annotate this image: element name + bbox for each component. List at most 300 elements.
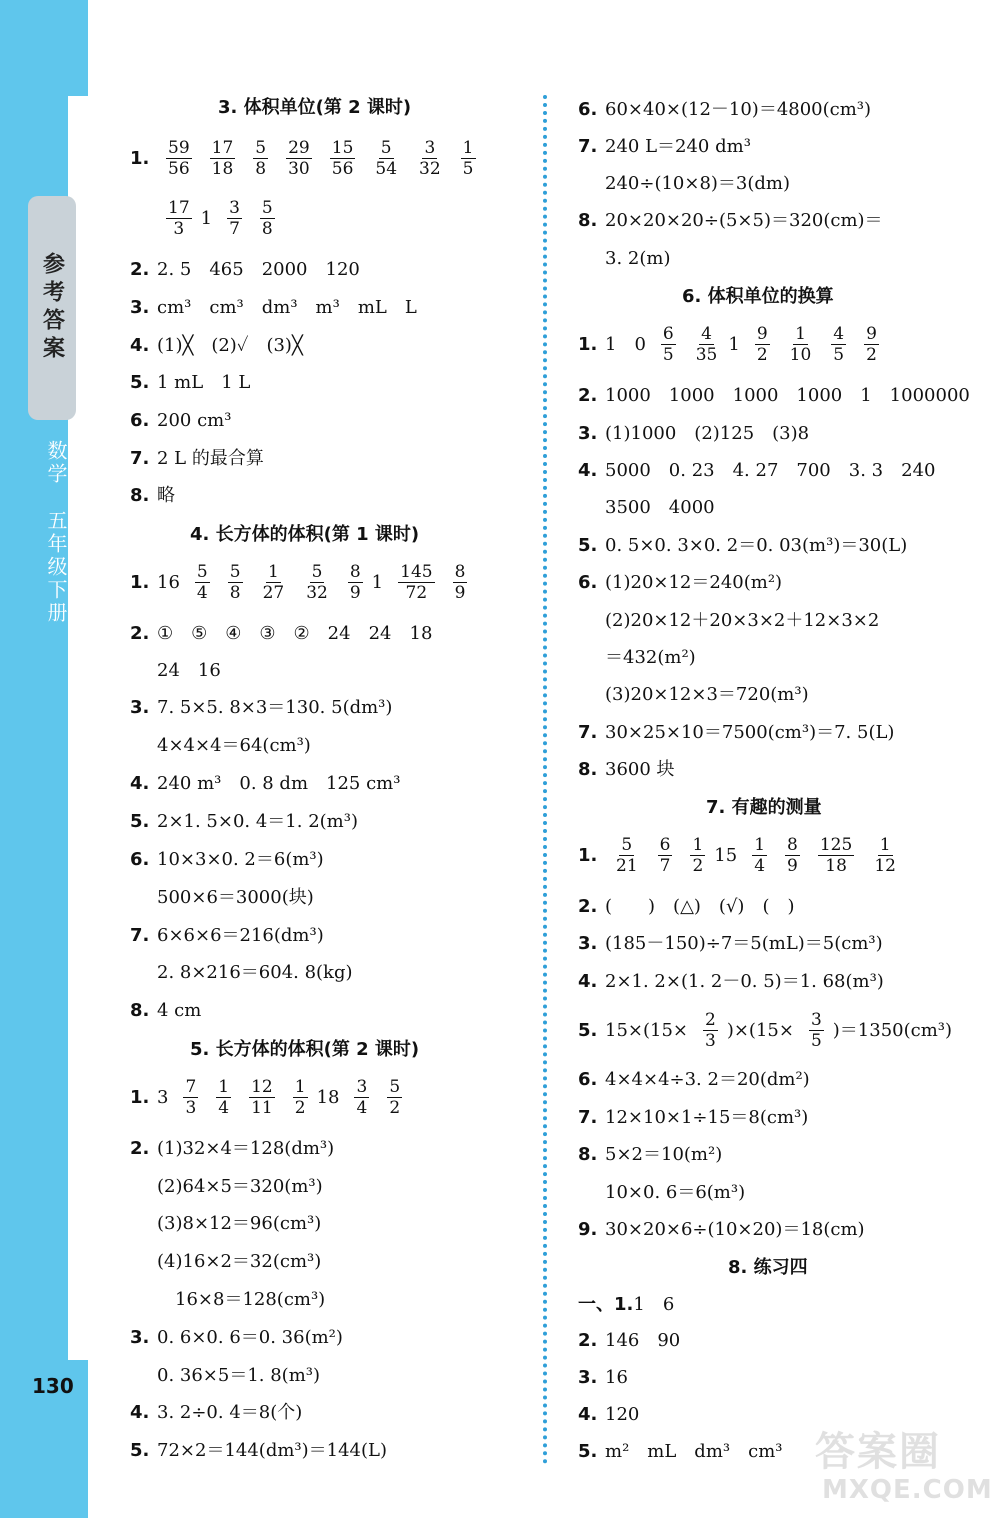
section-title: 6. 体积单位的换算 [682, 286, 834, 307]
answer-number: 7. [130, 448, 150, 469]
fraction-numerator: 145 [400, 562, 433, 582]
answer-text: 2 L 的最合算 [157, 448, 264, 469]
answer-line [578, 835, 907, 876]
answer-text: (4)16×2＝32(cm³) [157, 1251, 322, 1272]
fraction-denominator: 10 [789, 345, 812, 365]
answer-text: 24 16 [157, 660, 221, 681]
fraction-denominator: 18 [825, 856, 847, 876]
fraction-denominator: 32 [306, 583, 328, 603]
page-number: 130 [32, 1374, 74, 1398]
answer-text: 12×10×1÷15＝8(cm³) [605, 1107, 809, 1128]
answer-text: 0. 36×5＝1. 8(m³) [157, 1365, 321, 1386]
fraction [166, 198, 192, 239]
answer-text: ＝432(m²) [605, 647, 696, 668]
answer-number: 6. [130, 849, 150, 870]
fraction-numerator: 8 [349, 562, 361, 582]
answer-line [130, 811, 364, 833]
fraction-numerator: 1 [294, 1077, 306, 1097]
answer-line [130, 1176, 329, 1198]
answer-number: 5. [578, 1441, 598, 1462]
answer-number: 6. [578, 1069, 598, 1090]
answer-text: 6×6×6＝216(dm³) [157, 925, 324, 946]
fraction-denominator: 8 [261, 219, 273, 239]
answer-number: 7. [578, 722, 598, 743]
answer-line [130, 660, 227, 682]
fraction [417, 138, 443, 179]
fraction-denominator: 2 [866, 345, 877, 365]
fraction [658, 835, 673, 876]
fraction [690, 835, 705, 876]
fraction-numerator: 17 [211, 138, 234, 158]
fraction-denominator: 4 [218, 1098, 230, 1118]
answer-line [130, 198, 284, 239]
answer-text: 120 [605, 1404, 640, 1425]
answer-text: (3)8×12＝96(cm³) [157, 1213, 322, 1234]
fraction [752, 835, 767, 876]
answer-line [578, 933, 889, 955]
answer-number: 8. [578, 210, 598, 231]
answer-line [130, 448, 270, 470]
answer-text: 1 mL 1 L [157, 372, 251, 393]
section-title: 8. 练习四 [728, 1257, 808, 1278]
answer-text: ( ) (△) (√) ( ) [605, 896, 795, 917]
fraction [227, 198, 242, 239]
answer-text: 0. 6×0. 6＝0. 36(m²) [157, 1327, 343, 1348]
answer-text: 240 m³ 0. 8 dm 125 cm³ [157, 773, 401, 794]
answer-line [578, 896, 801, 918]
answer-line [130, 1289, 331, 1311]
fraction [864, 324, 879, 365]
answer-text: 3500 4000 [605, 497, 715, 518]
fraction-numerator: 5 [621, 835, 633, 855]
answer-number: 2. [130, 1138, 150, 1159]
fraction-numerator: 2 [705, 1010, 716, 1030]
fraction [755, 324, 770, 365]
fraction-numerator: 3 [810, 1010, 822, 1030]
answer-text: (185－150)÷7＝5(mL)＝5(cm³) [605, 933, 883, 954]
fraction-denominator: 2 [692, 856, 704, 876]
fraction-denominator: 9 [454, 583, 466, 603]
answer-text: 4×4×4＝64(cm³) [157, 735, 311, 756]
fraction-numerator: 59 [168, 138, 190, 158]
answer-text: 16 [157, 571, 180, 593]
answer-text: 1 6 [633, 1294, 675, 1315]
answer-text: 3. 2÷0. 4＝8(个) [157, 1402, 303, 1423]
answer-number: 5. [578, 1019, 598, 1041]
answer-text: )＝1350(cm³) [832, 1019, 953, 1041]
answer-line [130, 697, 398, 719]
answer-number: 7. [578, 136, 598, 157]
answer-number: 4. [130, 335, 150, 356]
fraction-numerator: 6 [662, 324, 674, 344]
answer-number: 2. [130, 623, 150, 644]
fraction-denominator: 56 [168, 159, 190, 179]
answer-line [130, 1365, 326, 1387]
answer-line [578, 722, 900, 744]
fraction [293, 1077, 308, 1118]
answer-line [578, 99, 877, 121]
answer-number: 7. [130, 925, 150, 946]
answer-text: m² mL dm³ cm³ [605, 1441, 783, 1462]
answer-text: 18 [316, 1086, 340, 1108]
answer-line [578, 1107, 814, 1129]
fraction [831, 324, 846, 365]
answer-line [130, 1402, 308, 1424]
answer-line [578, 1441, 788, 1463]
answer-line [130, 410, 237, 432]
answer-text: 5×2＝10(m²) [605, 1144, 723, 1165]
answer-text: (2)20×12＋20×3×2＋12×3×2 [605, 610, 880, 631]
answer-number: 2. [578, 1330, 598, 1351]
fraction [228, 562, 243, 603]
answer-number: 3. [130, 297, 150, 318]
fraction-numerator: 4 [701, 324, 712, 344]
fraction [183, 1077, 198, 1118]
answer-text: 3600 块 [605, 759, 675, 780]
fraction [387, 1077, 402, 1118]
answer-text: 3 [157, 1086, 169, 1108]
fraction [216, 1077, 231, 1118]
answer-text: 10×3×0. 2＝6(m³) [157, 849, 324, 870]
answer-text: 146 90 [605, 1330, 681, 1351]
answer-number: 4. [578, 460, 598, 481]
fraction-numerator: 1 [218, 1077, 230, 1097]
answer-line [578, 385, 976, 407]
answer-text: 16×8＝128(cm³) [157, 1289, 326, 1310]
fraction [210, 138, 236, 179]
fraction [286, 138, 312, 179]
answer-text: 1 [728, 333, 740, 355]
fraction [195, 562, 210, 603]
fraction-numerator: 5 [261, 198, 273, 218]
answer-line [130, 773, 406, 795]
answer-line [130, 962, 359, 984]
fraction-numerator: 5 [389, 1077, 401, 1097]
answer-line [130, 849, 330, 871]
fraction [330, 138, 356, 179]
answer-text: 20×20×20÷(5×5)＝320(cm)＝ [605, 210, 883, 231]
section-title: 7. 有趣的测量 [706, 797, 822, 818]
answer-line [130, 485, 181, 507]
answer-line [578, 173, 796, 195]
answer-line [130, 887, 320, 909]
answer-text: 16 [605, 1367, 628, 1388]
fraction-numerator: 6 [659, 835, 671, 855]
fraction [453, 562, 468, 603]
answer-line [130, 1077, 411, 1118]
answer-line [578, 324, 888, 365]
answer-number: 3. [578, 1367, 598, 1388]
answer-text: 200 cm³ [157, 410, 232, 431]
answer-number: 4. [130, 773, 150, 794]
fraction-numerator: 8 [454, 562, 466, 582]
answer-number: 3. [130, 697, 150, 718]
fraction-numerator: 5 [196, 562, 208, 582]
fraction-denominator: 5 [462, 159, 474, 179]
answer-line [578, 497, 721, 519]
answer-number: 2. [578, 385, 598, 406]
fraction-numerator: 125 [819, 835, 853, 855]
answer-line [578, 210, 889, 232]
fraction-numerator: 3 [229, 198, 240, 218]
answer-text: (1)32×4＝128(dm³) [157, 1138, 335, 1159]
fraction-numerator: 5 [229, 562, 241, 582]
answer-text: 10×0. 6＝6(m³) [605, 1182, 746, 1203]
answer-line [578, 1144, 728, 1166]
watermark-url: MXQE.COM [822, 1475, 993, 1505]
fraction-numerator: 1 [692, 835, 704, 855]
answer-line [578, 647, 702, 669]
answer-line [578, 423, 815, 445]
fraction-denominator: 7 [659, 856, 671, 876]
section-title: 5. 长方体的体积(第 2 课时) [190, 1039, 420, 1060]
answer-line [130, 925, 330, 947]
fraction [249, 1077, 275, 1118]
answer-number: 4. [578, 1404, 598, 1425]
fraction-denominator: 4 [356, 1098, 368, 1118]
fraction-denominator: 5 [810, 1031, 822, 1051]
answer-text: (2)64×5＝320(m³) [157, 1176, 323, 1197]
answer-number: 9. [578, 1219, 598, 1240]
answer-line [130, 297, 423, 319]
answer-line [578, 136, 757, 158]
answer-text: 72×2＝144(dm³)＝144(L) [157, 1440, 388, 1461]
fraction-denominator: 2 [294, 1098, 306, 1118]
answer-line [130, 562, 476, 603]
answer-text: )×(15× [726, 1019, 794, 1041]
fraction-denominator: 3 [173, 219, 185, 239]
answer-number: 5. [578, 535, 598, 556]
answer-number: 5. [130, 811, 150, 832]
fraction [261, 562, 287, 603]
fraction-denominator: 9 [349, 583, 361, 603]
answer-line [130, 372, 256, 394]
fraction-numerator: 12 [251, 1077, 273, 1097]
fraction [614, 835, 640, 876]
answer-number: 2. [578, 896, 598, 917]
watermark-logo: 答案圈 [815, 1429, 941, 1475]
fraction-numerator: 5 [311, 562, 323, 582]
answer-number: 7. [578, 1107, 598, 1128]
section-title: 3. 体积单位(第 2 课时) [218, 97, 412, 118]
answer-number: 4. [578, 971, 598, 992]
fraction-numerator: 4 [833, 324, 845, 344]
answer-line [578, 572, 788, 594]
sidebar [0, 0, 88, 1518]
answer-line [130, 335, 309, 357]
fraction-denominator: 3 [705, 1031, 716, 1051]
answer-text: 15×(15× [605, 1019, 688, 1041]
answer-text: 1000 1000 1000 1000 1 1000000 [605, 385, 970, 406]
fraction-denominator: 8 [229, 583, 241, 603]
answer-line [578, 460, 941, 482]
answer-text: ① ⑤ ④ ③ ② 24 24 18 [157, 623, 433, 644]
answer-number: 6. [578, 572, 598, 593]
answer-text: 15 [714, 844, 738, 866]
answer-text: 1 [371, 571, 384, 593]
fraction-denominator: 32 [419, 159, 441, 179]
fraction-denominator: 2 [756, 345, 768, 365]
fraction [348, 562, 363, 603]
answer-line [578, 1367, 634, 1389]
answer-text: 240 L＝240 dm³ [605, 136, 751, 157]
fraction-denominator: 30 [288, 159, 310, 179]
answer-line [130, 1440, 393, 1462]
answer-number: 5. [130, 1440, 150, 1461]
fraction-denominator: 12 [874, 856, 896, 876]
fraction [818, 835, 854, 876]
answer-text: 5000 0. 23 4. 27 700 3. 3 240 [605, 460, 936, 481]
answer-text: 4 cm [157, 1000, 202, 1021]
answer-text: 7. 5×5. 8×3＝130. 5(dm³) [157, 697, 393, 718]
answer-line [578, 535, 913, 557]
answer-line [578, 684, 815, 706]
answer-text: 2. 8×216＝604. 8(kg) [157, 962, 353, 983]
answer-line [578, 1219, 871, 1241]
answer-text: 2×1. 2×(1. 2－0. 5)＝1. 68(m³) [605, 971, 884, 992]
column-divider [543, 95, 547, 1465]
fraction-denominator: 27 [262, 583, 285, 603]
answer-text: 240÷(10×8)＝3(dm) [605, 173, 791, 194]
fraction-denominator: 4 [196, 583, 208, 603]
answer-text: 500×6＝3000(块) [157, 887, 314, 908]
fraction [253, 138, 268, 179]
answer-number: 一、1. [578, 1294, 634, 1315]
answer-number: 8. [578, 759, 598, 780]
answer-line [578, 971, 890, 993]
answer-line [578, 1182, 751, 1204]
answer-line [130, 1327, 349, 1349]
answer-text: 30×25×10＝7500(cm³)＝7. 5(L) [605, 722, 895, 743]
fraction [788, 324, 814, 365]
answer-text: (1)╳ (2)✓ (3)╳ [157, 335, 303, 356]
fraction [260, 198, 275, 239]
fraction-numerator: 17 [168, 198, 190, 218]
answer-number: 8. [130, 1000, 150, 1021]
answer-number: 1. [578, 333, 598, 355]
answer-line [130, 1000, 207, 1022]
fraction-numerator: 15 [331, 138, 354, 158]
answer-line [130, 259, 366, 281]
answer-number: 5. [130, 372, 150, 393]
fraction-numerator: 9 [866, 324, 877, 344]
answer-number: 2. [130, 259, 150, 280]
answer-line [578, 1010, 958, 1051]
fraction-denominator: 11 [251, 1098, 273, 1118]
answer-line [130, 735, 317, 757]
answer-line [130, 138, 485, 179]
fraction [872, 835, 898, 876]
answer-number: 4. [130, 1402, 150, 1423]
fraction-denominator: 56 [331, 159, 354, 179]
sidebar-grade: 五年级下册 [44, 510, 68, 625]
fraction-denominator: 35 [695, 345, 718, 365]
fraction [694, 324, 720, 365]
fraction-denominator: 18 [211, 159, 234, 179]
sidebar-label [28, 196, 76, 420]
answer-number: 8. [578, 1144, 598, 1165]
answer-number: 3. [578, 933, 598, 954]
fraction-denominator: 54 [375, 159, 398, 179]
answer-text: 4×4×4÷3. 2＝20(dm²) [605, 1069, 810, 1090]
fraction [354, 1077, 369, 1118]
fraction-denominator: 9 [787, 856, 798, 876]
answer-number: 6. [130, 410, 150, 431]
answer-line [130, 1213, 327, 1235]
answer-line [578, 1294, 680, 1316]
fraction-denominator: 5 [833, 345, 845, 365]
fraction-numerator: 5 [380, 138, 392, 158]
fraction-denominator: 72 [405, 583, 428, 603]
answer-line [578, 1330, 686, 1352]
answer-text: 0. 5×0. 3×0. 2＝0. 03(m³)＝30(L) [605, 535, 908, 556]
fraction [398, 562, 434, 603]
fraction-denominator: 4 [754, 856, 766, 876]
answer-text: 30×20×6÷(10×20)＝18(cm) [605, 1219, 865, 1240]
answer-text: (1)1000 (2)125 (3)8 [605, 423, 810, 444]
answer-text: (1)20×12＝240(m²) [605, 572, 783, 593]
answer-number: 1. [578, 844, 598, 866]
fraction-numerator: 8 [787, 835, 798, 855]
fraction-denominator: 2 [389, 1098, 401, 1118]
fraction-numerator: 3 [424, 138, 436, 158]
fraction [461, 138, 476, 179]
fraction-numerator: 1 [267, 562, 279, 582]
fraction-numerator: 5 [255, 138, 267, 158]
fraction [373, 138, 399, 179]
answer-text: 2. 5 465 2000 120 [157, 259, 360, 280]
fraction [661, 324, 676, 365]
answer-text: 略 [157, 485, 175, 506]
fraction-numerator: 7 [185, 1077, 197, 1097]
answer-text: 1 0 [605, 333, 646, 355]
fraction [703, 1010, 718, 1051]
fraction-denominator: 8 [255, 159, 267, 179]
answer-line [578, 759, 681, 781]
answer-text: 60×40×(12－10)＝4800(cm³) [605, 99, 872, 120]
fraction [304, 562, 330, 603]
answer-number: 1. [130, 147, 150, 169]
answer-line [578, 1069, 816, 1091]
answer-line [578, 1404, 645, 1426]
answer-line [130, 1251, 327, 1273]
answer-number: 8. [130, 485, 150, 506]
answer-text: 1 [200, 207, 213, 229]
answer-number: 6. [578, 99, 598, 120]
fraction-denominator: 5 [662, 345, 674, 365]
fraction [809, 1010, 824, 1051]
answer-line [130, 1138, 340, 1160]
answer-text: cm³ cm³ dm³ m³ mL L [157, 297, 417, 318]
answer-line [130, 623, 438, 645]
answer-number: 3. [578, 423, 598, 444]
answer-text: 2×1. 5×0. 4＝1. 2(m³) [157, 811, 358, 832]
section-title: 4. 长方体的体积(第 1 课时) [190, 524, 420, 545]
sidebar-subject: 数学 [44, 440, 68, 486]
answer-number: 3. [130, 1327, 150, 1348]
answer-line [578, 610, 885, 632]
fraction-numerator: 1 [879, 835, 891, 855]
fraction-numerator: 29 [288, 138, 310, 158]
fraction-numerator: 1 [462, 138, 474, 158]
fraction [785, 835, 800, 876]
answer-text: 3. 2(m) [605, 248, 671, 269]
fraction-denominator: 7 [229, 219, 240, 239]
sidebar-label-text: 参考答案 [39, 252, 65, 364]
answer-number: 1. [130, 1086, 150, 1108]
fraction-denominator: 3 [185, 1098, 197, 1118]
answer-line [578, 248, 676, 270]
